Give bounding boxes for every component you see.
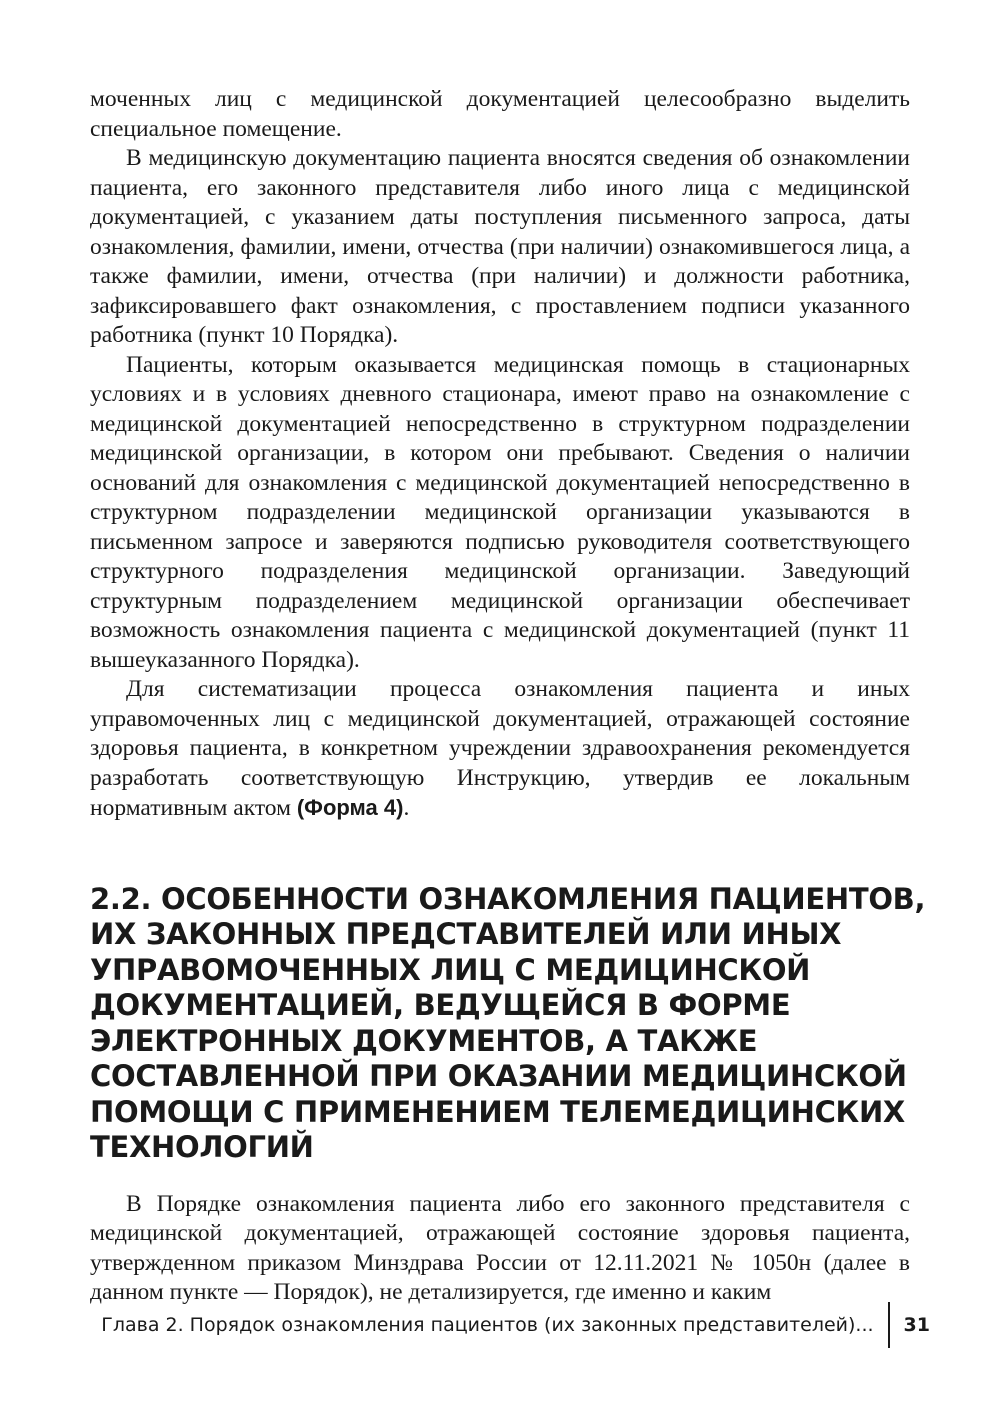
paragraph-instruction [90, 675, 910, 824]
paragraph-instruction-end: . [403, 795, 410, 821]
heading-line: ПОМОЩИ С ПРИМЕНЕНИЕМ ТЕЛЕМЕДИЦИНСКИХ [90, 1094, 905, 1129]
paragraph-procedure: В Порядке ознакомления пациента либо его законного представителя с медицинской документацией, отражающей состояние здоровья пациента, утвержденном приказом Минздрава России от 12.11.2021 № 1050н (далее в данном пункте — Порядок), не детализируется, где именно и каким [90, 1190, 910, 1305]
heading-line: ИХ ЗАКОННЫХ ПРЕДСТАВИТЕЛЕЙ ИЛИ ИНЫХ [90, 917, 842, 951]
heading-line: СОСТАВЛЕННОЙ ПРИ ОКАЗАНИИ МЕДИЦИНСКОЙ [90, 1059, 907, 1093]
running-chapter-title: Глава 2. Порядок ознакомления пациентов (их законных представителей)... [101, 1314, 874, 1336]
paragraph-instruction-text: Для систематизации процесса ознакомления пациента и иных управомоченных лиц с медицинской документацией, отражающей состояние здоровья пациента, в конкретном учреждении здравоохранения рекомендуется разработать соответствующую Инструкцию, утвердив ее локальным нормативным актом [90, 676, 910, 821]
page-footer [101, 1302, 930, 1348]
paragraph-continuation: моченных лиц с медицинской документацией целесообразно выделить специальное помещение. [90, 86, 910, 142]
form-4-reference: (Форма 4) [296, 795, 404, 820]
paragraph-records: В медицинскую документацию пациента вносятся сведения об ознакомлении пациента, его законного представителя либо иного лица с медицинской документацией, с указанием даты поступления письменного запроса, даты ознакомления, фамилии, имени, отчества (при наличии) ознакомившегося лица, а также фамилии, имени, отчества (при наличии) и должности работника, зафиксировавшего факт ознакомления, с проставлением подписи указанного работника (пункт 10 Порядка). [90, 145, 910, 348]
heading-line: 2.2. ОСОБЕННОСТИ ОЗНАКОМЛЕНИЯ ПАЦИЕНТОВ, [90, 881, 926, 916]
paragraph-inpatient: Пациенты, которым оказывается медицинская помощь в стационарных условиях и в условиях дневного стационара, имеют право на ознакомление с медицинской документацией непосредственно в структурном подразделении медицинской организации, в котором они пребывают. Сведения о наличии оснований для ознакомления с медицинской документацией непосредственно в структурном подразделении медицинской организации указываются в письменном запросе и заверяются подписью руководителя соответствующего структурного подразделения медицинской организации. Заведующий структурным подразделением медицинской организации обеспечивает возможность ознакомления пациента с медицинской документацией (пункт 11 вышеуказанного Порядка). [90, 351, 910, 673]
page-body [90, 85, 926, 1308]
page-number: 31 [903, 1314, 930, 1336]
heading-line: ЭЛЕКТРОННЫХ ДОКУМЕНТОВ, А ТАКЖЕ [90, 1023, 758, 1058]
heading-line: ДОКУМЕНТАЦИЕЙ, ВЕДУЩЕЙСЯ В ФОРМЕ [90, 988, 791, 1022]
heading-line: УПРАВОМОЧЕННЫХ ЛИЦ С МЕДИЦИНСКОЙ [90, 952, 811, 987]
section-heading [90, 881, 926, 1166]
heading-line: ТЕХНОЛОГИЙ [90, 1130, 314, 1164]
